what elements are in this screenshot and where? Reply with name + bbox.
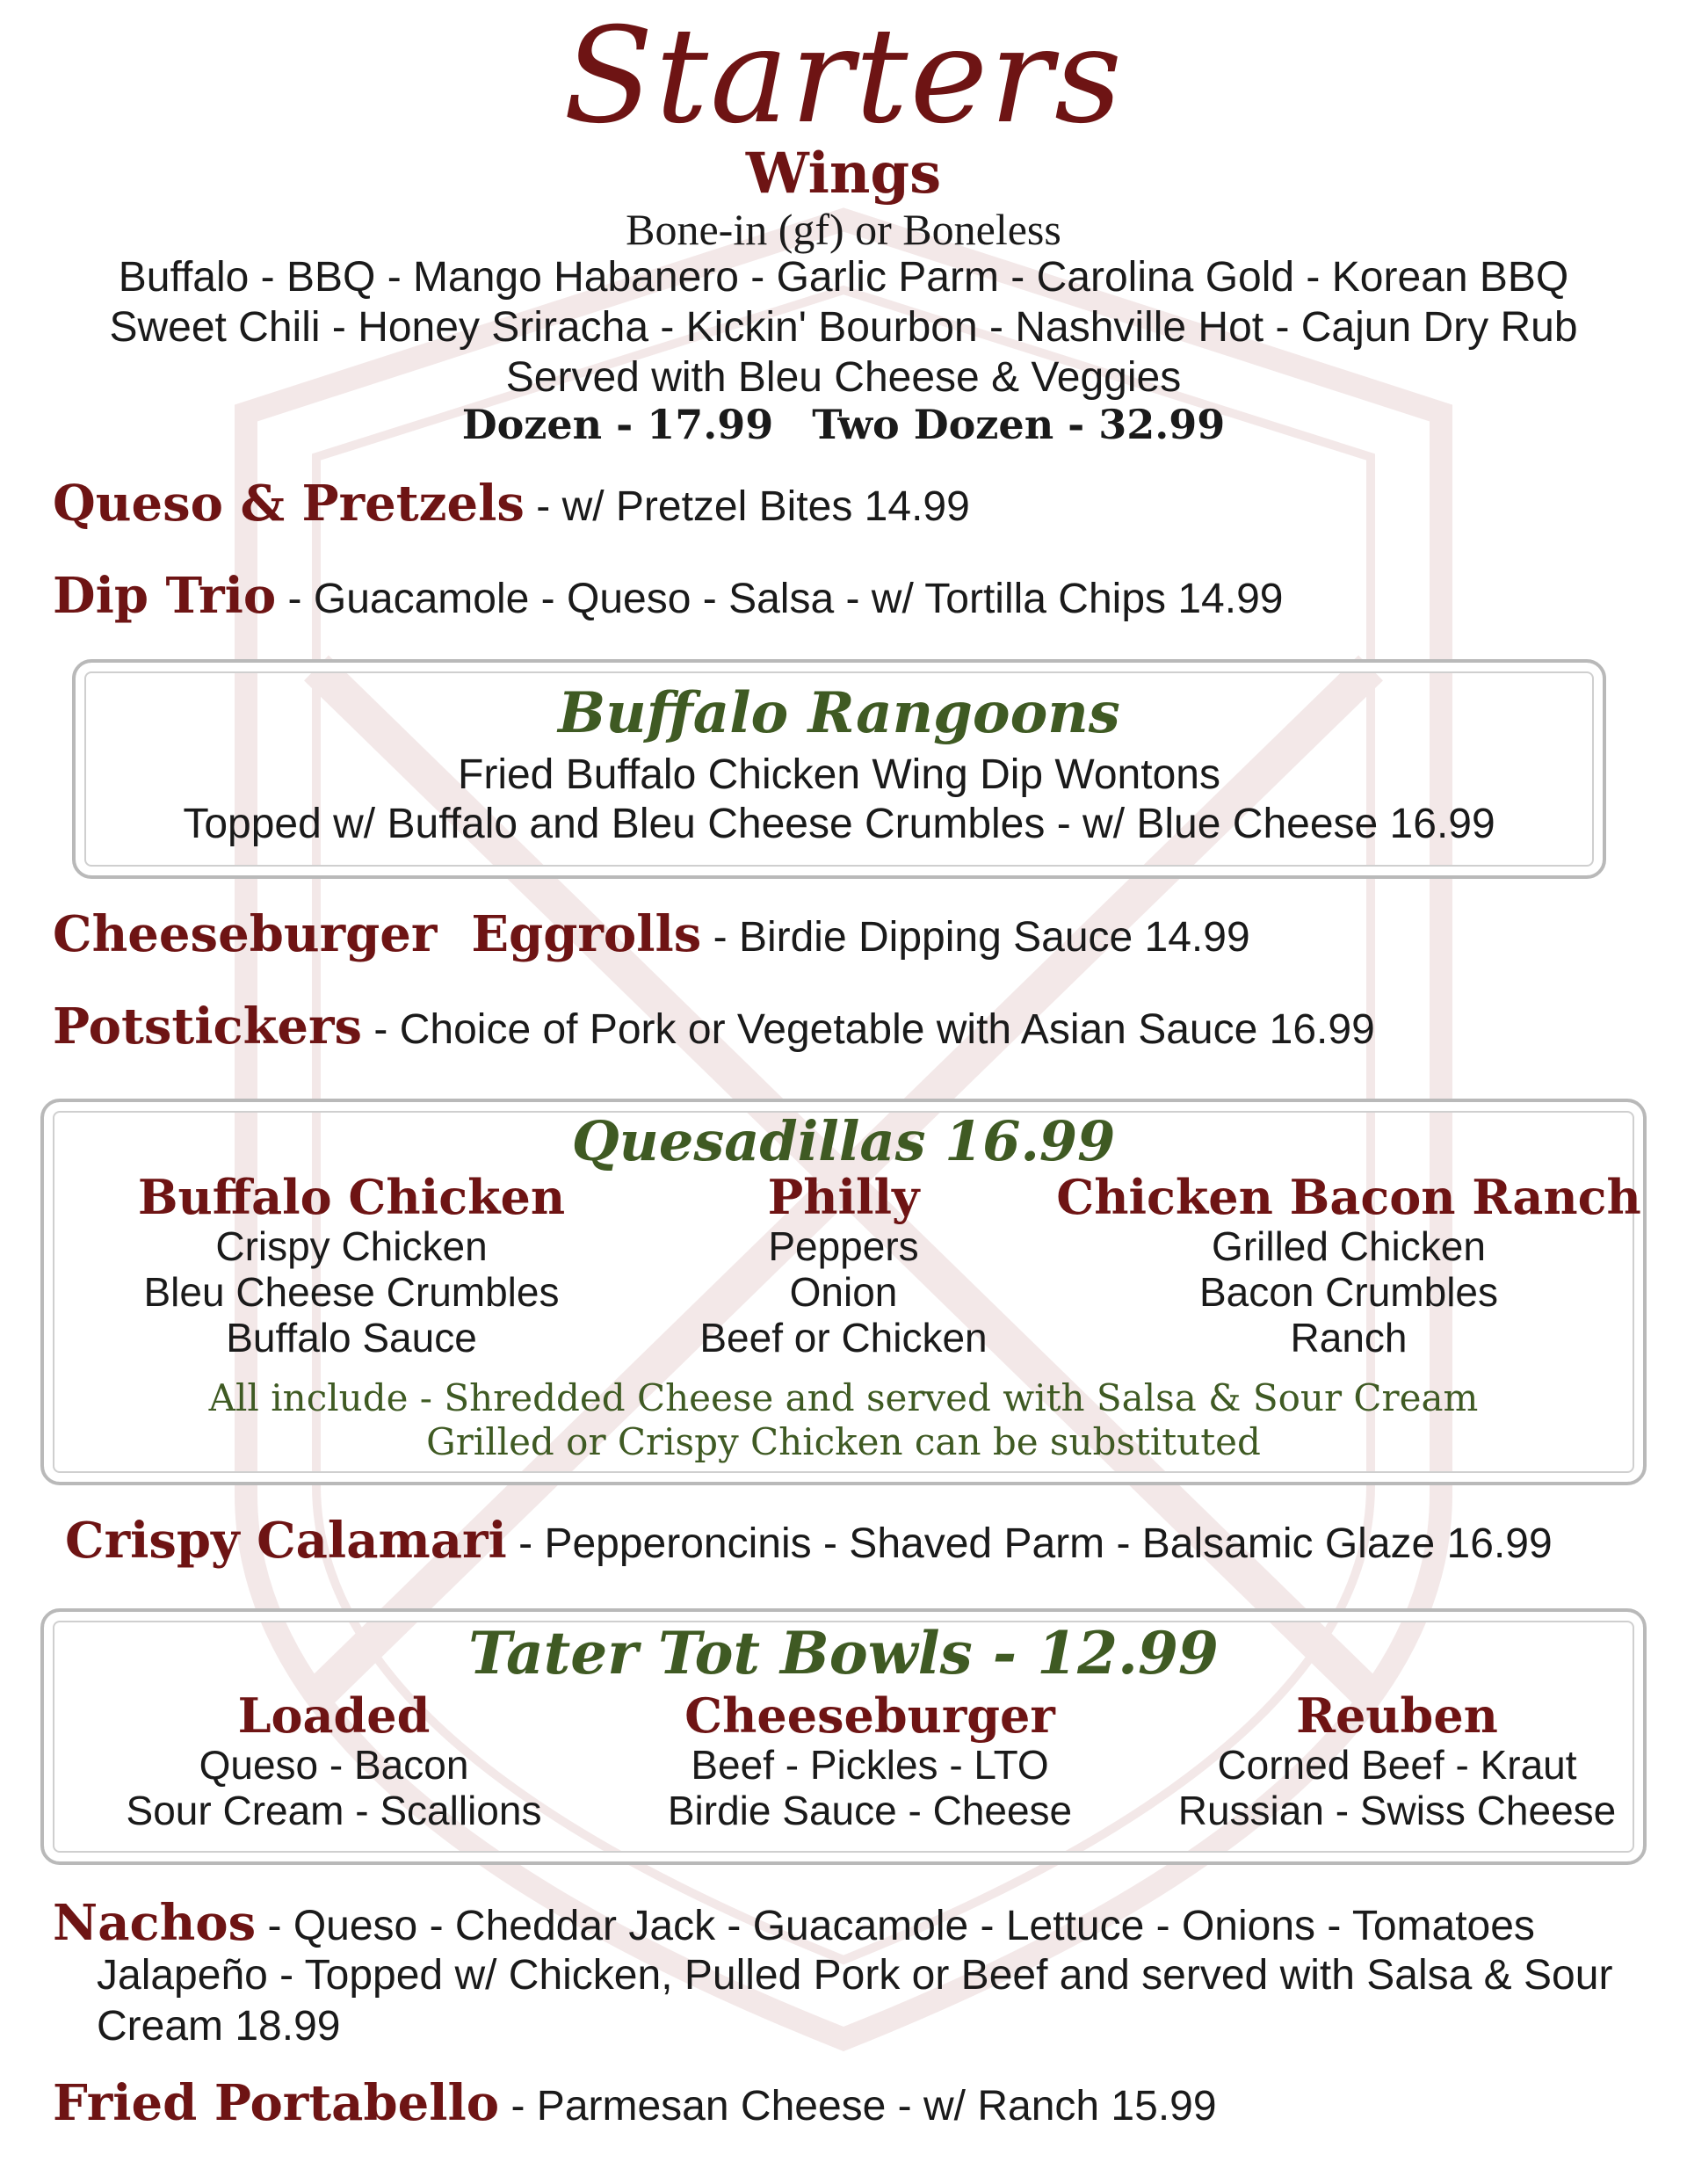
column-head: Philly [767,1169,920,1225]
tater-bowl-cheeseburger [606,1689,1133,1833]
column-head: Loaded [237,1687,431,1744]
column-line: Beef - Pickles - LTO [691,1742,1049,1788]
item-desc: - Choice of Pork or Vegetable with Asian Sauce 16.99 [362,1006,1375,1053]
quesadilla-buffalo-chicken [70,1171,633,1360]
wings-price-dozen: Dozen - 17.99 [461,401,774,448]
nachos-desc-line3: Cream 18.99 [97,2003,341,2050]
menu-item-potstickers [53,998,1375,1056]
wings-prices [0,401,1687,448]
column-line: Peppers [768,1223,919,1269]
column-line: Bleu Cheese Crumbles [143,1269,560,1315]
quesadilla-philly [597,1171,1090,1360]
rangoons-line2: Topped w/ Buffalo and Bleu Cheese Crumbles - w/ Blue Cheese 16.99 [183,801,1495,847]
quesadillas-box [40,1099,1647,1485]
item-name: Fried Portabello [53,2074,500,2132]
column-line: Grilled Chicken [1212,1223,1486,1269]
column-line: Crispy Chicken [215,1223,488,1269]
menu-item-nachos [53,1894,1535,1952]
column-line: Bacon Crumbles [1198,1269,1499,1315]
quesadilla-chicken-bacon-ranch [1054,1171,1643,1360]
item-name: Nachos [53,1894,257,1952]
column-line: Buffalo Sauce [226,1315,477,1360]
tater-tot-title: Tater Tot Bowls - 12.99 [468,1619,1219,1687]
tater-tot-box [40,1608,1647,1865]
rangoons-line1: Fried Buffalo Chicken Wing Dip Wontons [458,751,1220,798]
column-line: Beef or Chicken [699,1315,988,1360]
item-name: Crispy Calamari [65,1512,507,1570]
wings-served: Served with Bleu Cheese & Veggies [505,354,1182,401]
menu-item-eggrolls [53,905,1250,963]
item-desc: - Parmesan Cheese - w/ Ranch 15.99 [499,2083,1217,2130]
tater-bowl-reuben [1142,1689,1652,1833]
column-line: Onion [789,1269,898,1315]
item-name: Queso & Pretzels [53,475,525,533]
column-line: Sour Cream - Scallions [126,1788,542,1833]
menu-item-calamari [65,1512,1553,1570]
rangoons-title: Buffalo Rangoons [558,680,1120,746]
wings-subtitle: Bone-in (gf) or Boneless [626,205,1061,254]
wings-flavors-line1: Buffalo - BBQ - Mango Habanero - Garlic Parm - Carolina Gold - Korean BBQ [118,254,1569,301]
item-name: Dip Trio [53,567,277,625]
column-line: Ranch [1290,1315,1408,1360]
item-desc: - Guacamole - Queso - Salsa - w/ Tortilla Chips 14.99 [276,576,1284,622]
quesadillas-note2: Grilled or Crispy Chicken can be substituted [426,1420,1261,1463]
menu-item-dip-trio [53,567,1283,625]
item-desc: - Pepperoncinis - Shaved Parm - Balsamic Glaze 16.99 [506,1520,1553,1567]
column-head: Buffalo Chicken [137,1169,566,1225]
item-desc: - Queso - Cheddar Jack - Guacamole - Lettuce - Onions - Tomatoes [256,1903,1535,1949]
column-head: Chicken Bacon Ranch [1056,1169,1641,1225]
item-name: Potstickers [53,998,363,1056]
quesadillas-title: Quesadillas 16.99 [571,1109,1116,1173]
column-line: Birdie Sauce - Cheese [667,1788,1073,1833]
menu-item-queso [53,475,970,533]
nachos-desc-line2: Jalapeño - Topped w/ Chicken, Pulled Pork or Beef and served with Salsa & Sour [97,1952,1613,1999]
page-title: Starters [563,0,1124,153]
column-line: Corned Beef - Kraut [1217,1742,1577,1788]
column-line: Russian - Swiss Cheese [1177,1788,1617,1833]
item-desc: - w/ Pretzel Bites 14.99 [524,483,970,530]
item-desc: - Birdie Dipping Sauce 14.99 [701,914,1250,961]
quesadillas-note1: All include - Shredded Cheese and served with Salsa & Sour Cream [208,1376,1479,1419]
wings-price-two-dozen: Two Dozen - 32.99 [812,401,1226,448]
item-name: Cheeseburger Eggrolls [53,905,702,963]
column-head: Cheeseburger [684,1687,1055,1744]
rangoons-box [72,659,1606,879]
wings-heading: Wings [745,141,942,207]
column-head: Reuben [1296,1687,1498,1744]
column-line: Queso - Bacon [199,1742,469,1788]
tater-bowl-loaded [62,1689,606,1833]
menu-item-portabello [53,2074,1217,2132]
wings-flavors-line2: Sweet Chili - Honey Sriracha - Kickin' Bourbon - Nashville Hot - Cajun Dry Rub [109,304,1578,351]
